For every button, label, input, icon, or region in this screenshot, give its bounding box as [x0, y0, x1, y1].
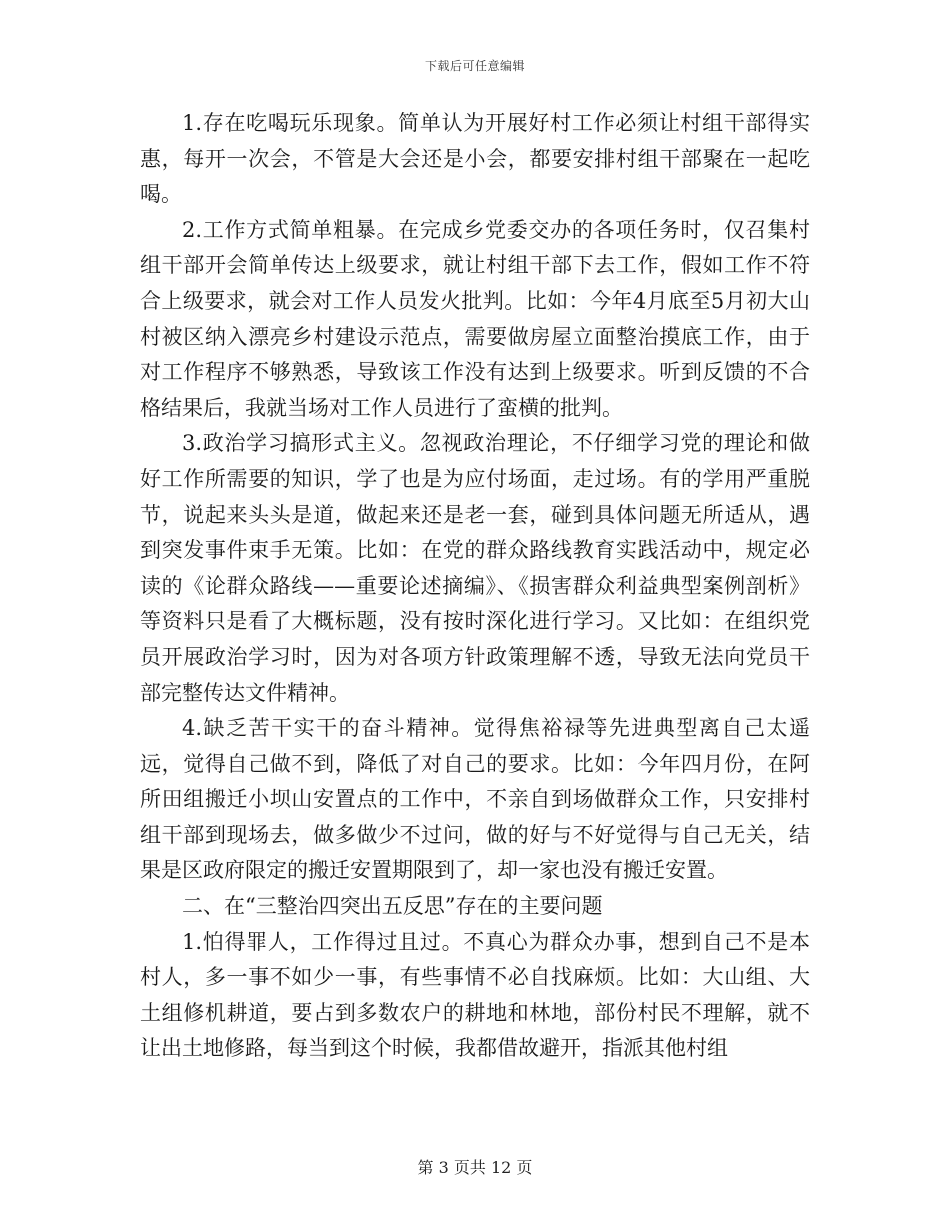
page-header: 下载后可任意编辑 — [424, 59, 525, 73]
paragraph-item-1: 1.存在吃喝玩乐现象。简单认为开展好村工作必须让村组干部得实惠，每开一次会，不管是大会还是小会，都要安排村组干部聚在一起吃喝。 — [140, 111, 810, 207]
paragraph-item-3: 3.政治学习搞形式主义。忽视政治理论，不仔细学习党的理论和做好工作所需要的知识，学了也是为应付场面，走过场。有的学用严重脱节，说起来头头是道，做起来还是老一套，碰到具体问题无所适从，遇到突发事件束手无策。比如：在党的群众路线教育实践活动中，规定必读的《论群众路线——重要论述摘编》、《损害群众利益典型案例剖析》等资料只是看了大概标题，没有按时深化进行学习。又比如：在组织党员开展政治学习时，因为对各项方针政策理解不透，导致无法向党员干部完整传达文件精神。 — [140, 431, 810, 705]
page-number-footer: 第 3 页共 12 页 — [417, 1158, 533, 1177]
paragraph-item-5: 1.怕得罪人，工作得过且过。不真心为群众办事，想到自己不是本村人，多一事不如少一事，有些事情不必自找麻烦。比如：大山组、大土组修机耕道，要占到多数农户的耕地和林地，部份村民不理解，就不让出土地修路，每当到这个时候，我都借故避开，指派其他村组 — [140, 929, 810, 1061]
paragraph-item-2: 2.工作方式简单粗暴。在完成乡党委交办的各项任务时，仅召集村组干部开会简单传达上级要求，就让村组干部下去工作，假如工作不符合上级要求，就会对工作人员发火批判。比如：今年4月底至5月初大山村被区纳入漂亮乡村建设示范点，需要做房屋立面整治摸底工作，由于对工作程序不够熟悉，导致该工作没有达到上级要求。听到反馈的不合格结果后，我就当场对工作人员进行了蛮横的批判。 — [140, 217, 810, 420]
section-heading: 二、在“三整治四突出五反思”存在的主要问题 — [182, 894, 603, 919]
document-body — [140, 106, 810, 1067]
paragraph-item-4: 4.缺乏苦干实干的奋斗精神。觉得焦裕禄等先进典型离自己太遥远，觉得自己做不到，降低了对自己的要求。比如：今年四月份，在阿所田组搬迁小坝山安置点的工作中，不亲自到场做群众工作，只安排村组干部到现场去，做多做少不过问，做的好与不好觉得与自己无关，结果是区政府限定的搬迁安置期限到了，却一家也没有搬迁安置。 — [140, 716, 810, 883]
